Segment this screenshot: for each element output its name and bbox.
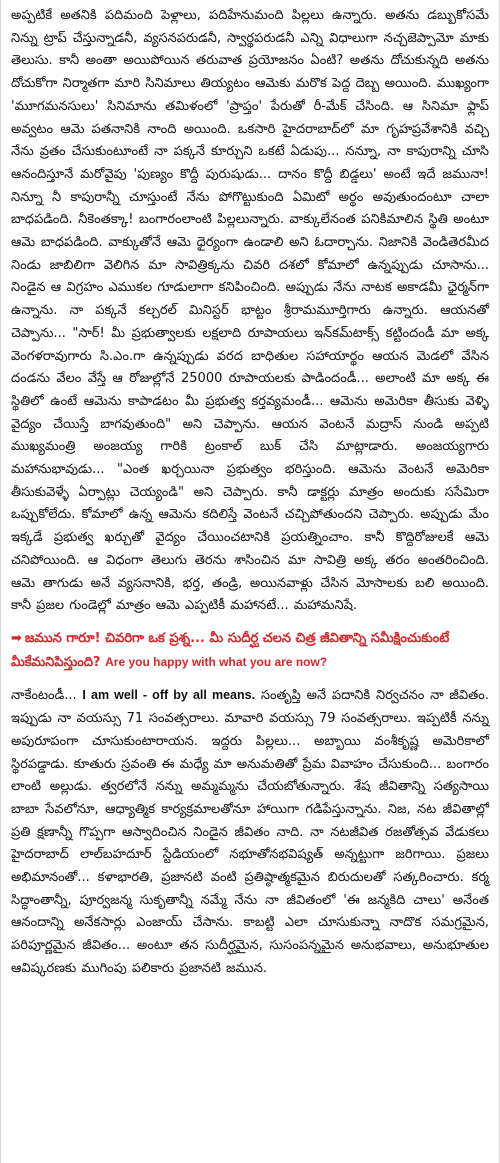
- answer-start: నాకేంటండీ...: [11, 688, 77, 704]
- question-telugu: జమున గారూ! చివరిగా ఒక ప్రశ్న... మీ సుదీర్ఘ చలన చిత్ర జీవితాన్ని సమీక్షించుకుంటే మీకేమనిపిస్తుంది?: [11, 630, 450, 670]
- arrow-icon: ➡: [11, 630, 22, 646]
- answer-body: సంతృప్తి అనే పదానికి నిర్వచనం నా జీవితం. ఇప్పుడు నా వయస్సు 71 సంవత్సరాలు. మావారి వయస్సు 79 సంవత్సరాలు. ఇప్పటికీ నన్ను అపురూపంగా చూసుకుంటారాయన. ఇద్దరు పిల్లలు... అబ్బాయి వంశీకృష్ణ అమెరికాలో స్థిరపడ్డాడు. కూతురు స్రవంతి ఈ మధ్యే మా అనుమతితో ప్రేమ వివాహం చేసుకుంది... బంగారం లాంటి అల్లుడు. త్వరలోనే నన్ను అమ్మమ్మను చేయబోతున్నారు. శేష జీవితాన్ని సత్యసాయి బాబా సేవలోనూ, ఆధ్యాత్మిక కార్యక్రమాలతోనూ హాయిగా గడిపేస్తున్నాను. నిజ, నట జీవితాల్లో ప్రతి క్షణాన్నీ గొప్పగా ఆస్వాదించిన నిండైన జీవితం నాది. నా నటజీవిత రజతోత్సవ వేడుకలు హైదరాబాద్ లాల్‌బహదూర్ స్టేడియంలో నభూతోనభవిష్యత్ అన్నట్టుగా జరిగాయి. ప్రజలు అభిమానంతో... కళాభారతి, ప్రజానటి వంటి ప్రతిష్ఠాత్మకమైన బిరుదులతో సత్కరించారు. కర్మ సిద్ధాంతాన్నీ, పూర్వజన్మ సుకృతాన్నీ నమ్మే నేను నా జీవితంలో 'ఈ జన్మకిది చాలు' అనేంత ఆనందాన్ని అనేకసార్లు ఎంజాయ్ చేసాను. కాబట్టి ఎలా చూసుకున్నా నాదొక సమగ్రమైన, పరిపూర్ణమైన జీవితం... అంటూ తన సుదీర్ఘమైన, సుసంపన్నమైన అనుభవాలు, అనుభూతుల ఆవిష్కరణకు ముగింపు పలికారు ప్రజానటి జమున.: [11, 688, 489, 976]
- body-paragraph: అప్పటికే అతనికి పదిమంది పెళ్లాలు, పదిహేనుమంది పిల్లలు ఉన్నారు. అతను డబ్బుకోసమే నిన్ను ట్రాప్ చేస్తున్నాడనీ, వ్యసనపరుడనీ, స్వార్థపరుడనీ ఎన్ని విధాలుగా నచ్చజెప్పామో మాకు తెలుసు. కానీ అంతా అయిపోయిన తరువాత ప్రయోజనం ఏంటి? అతను దోచుకున్నది అతను దోచుకోగా నిర్మాతగా మారి సినిమాలు తియ్యటం ఆమెకు మరొక పెద్ద దెబ్బ అయింది. ముఖ్యంగా 'మూగమనసులు' సినిమాను తమిళంలో 'ప్రాప్తం' పేరుతో రీ-మేక్ చేసింది. ఆ సినిమా ఫ్లాప్ అవ్వటం ఆమె పతనానికి నాంది అయింది. ఒకసారి హైదరాబాద్‌లో మా గృహప్రవేశానికి వచ్చి నేను వ్రతం చేసుకుంటూంటే నా పక్కనే కూర్చుని ఒకటే ఏడుపు... నన్నూ, నా కాపురాన్ని చూసి ఆనందిస్తూనే మరోవైపు 'పుణ్యం కొద్దీ పురుషుడు... దానం కొద్దీ బిడ్డలు' అంటే ఇదే జమునా! నిన్నూ నీ కాపురాన్నీ చూస్తుంటే నేను పోగొట్టుకుంది ఏమిటో అర్థం అవుతుందంటూ చాలా బాధపడింది. నీకెంతక్కా! బంగారంలాంటి పిల్లలున్నారు. వాక్కులేనంత పనికిమాలిన స్థితి అంటూ ఆమె బాధపడింది. వాక్కుతోనే ఆమె ధైర్యంగా ఉండాలి అని ఓదార్చాను. నిజానికి వెండితెరమీద నిండు జాబిలిగా వెలిగిన మా సావిత్రిక్కను చివరి దశలో కోమాలో ఉన్నప్పుడు చూసాను... నిండైన ఆ విగ్రహం ఎముకల గూడులాగా కనిపించింది. అప్పుడు నేను నాటక అకాడమీ ఛైర్మన్‌గా ఉన్నాను. నా పక్కనే కల్చరల్ మినిస్టర్ భాట్టం శ్రీరామమూర్తిగారు ఉన్నారు. ఆయనతో చెప్పాను... "సార్! మీ ప్రభుత్వాలకు లక్షలాది రూపాయలు ఇన్‌కమ్‌టాక్స్ కట్టిందండీ మా అక్క వెంగళరావుగారు సి.ఎం.గా ఉన్నప్పుడు వరద బాధితుల సహాయార్థం ఆయన మెడలో వేసిన దండను వేలం వేస్తే ఆ రోజుల్లోనే 25000 రూపాయలకు పాడిందండీ... అలాంటి మా అక్క ఈ స్థితిలో ఉంటే ఆమెను కాపాడటం మీ ప్రభుత్వ కర్తవ్యమండీ... ఆమెను అమెరికా తీసుకు వెళ్ళి వైద్యం చేయిస్తే బాగవుతుంది" అని చెప్పాను. ఆయన వెంటనే మద్రాస్ నుండి అప్పటి ముఖ్యమంత్రి అంజయ్య గారికి ట్రంకాల్ బుక్ చేసి మాట్లాడారు. అంజయ్యగారు మహానుభావుడు... "ఎంత ఖర్చయినా ప్రభుత్వం భరిస్తుంది. ఆమెను వెంటనే అమెరికా తీసుకువెళ్ళే ఏర్పాట్లు చెయ్యండి" అని చెప్పారు. కానీ డాక్టర్లు మాత్రం అందుకు ససేమిరా ఒప్పుకోలేదు. కోమాలో ఉన్న ఆమెను కదిలిస్తే వెంటనే చచ్చిపోతుందని చెప్పారు. అప్పుడు మేం ఇక్కడే ప్రభుత్వ ఖర్చుతో వైద్యం చేయించటానికి ప్రయత్నించాం. కానీ కొద్దిరోజులకే ఆమె చనిపోయింది. ఆ విధంగా తెలుగు తెరను శాసించిన మా సావిత్రి అక్క తరం అంతరించింది. ఆమె తాగుడు అనే వ్యసనానికి, భర్త, తండ్రి, అయినవాళ్లు చేసిన మోసాలకు బలి అయింది. కానీ ప్రజల గుండెల్లో మాత్రం ఆమె ఎప్పటికీ మహానటే... మహామనిషే.: [11, 8, 489, 614]
- question-english: Are you happy with what you are now?: [105, 654, 328, 669]
- answer-english-phrase: I am well - off by all means.: [82, 688, 256, 703]
- answer-paragraph: [11, 684, 489, 980]
- interview-question: [11, 628, 489, 674]
